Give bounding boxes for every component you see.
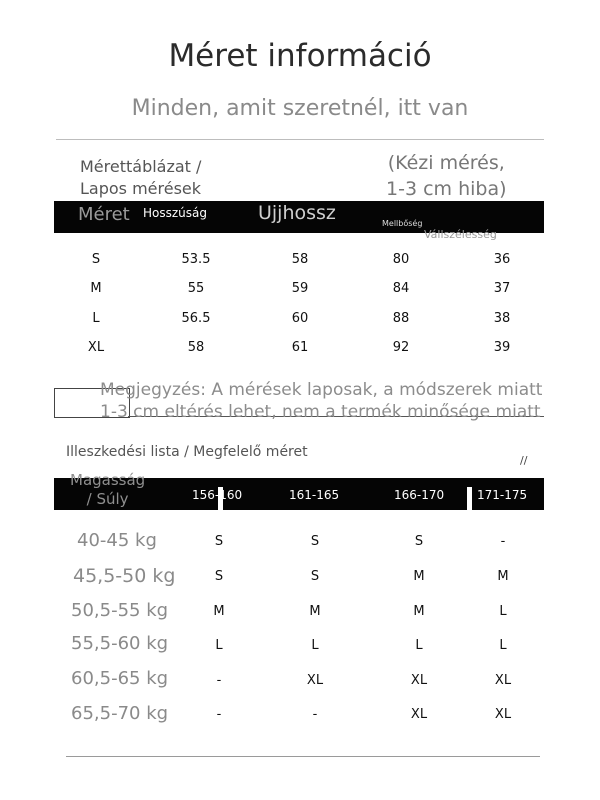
weight-cell: 50,5-55 kg <box>71 600 169 621</box>
page-title: Méret információ <box>168 38 432 74</box>
header-shoulder: Vállszélesség <box>424 228 497 241</box>
size-chart-label-line: Lapos mérések <box>80 179 202 198</box>
height-header: 166-170 <box>394 488 445 502</box>
chest-cell: 80 <box>392 252 410 267</box>
height-header: 161-165 <box>289 488 340 502</box>
size-cell: S <box>214 569 224 584</box>
fit-chart-label: Illeszkedési lista / Megfelelő méret <box>66 444 308 460</box>
length-cell: 56.5 <box>181 311 211 326</box>
size-cell: L <box>415 638 423 653</box>
chest-cell: 84 <box>392 281 410 296</box>
size-cell: XL <box>306 673 324 688</box>
length-cell: 55 <box>187 281 205 296</box>
size-cell: S <box>310 569 320 584</box>
sleeve-cell: 61 <box>291 340 309 355</box>
footer-divider <box>66 756 540 757</box>
size-cell: M <box>213 604 225 619</box>
size-cell: XL <box>494 707 512 722</box>
weight-cell: 55,5-60 kg <box>71 633 169 654</box>
remark-text <box>100 379 542 423</box>
size-cell: L <box>92 311 100 326</box>
corner-line: Magasság <box>70 471 146 489</box>
size-cell: L <box>311 638 319 653</box>
height-weight-corner <box>70 471 145 509</box>
page-subtitle: Minden, amit szeretnél, itt van <box>131 96 469 121</box>
header-size: Méret <box>78 204 130 225</box>
size-cell: M <box>90 281 102 296</box>
size-cell: M <box>309 604 321 619</box>
size-cell: L <box>499 638 507 653</box>
shoulder-cell: 39 <box>493 340 511 355</box>
measurement-note-line: 1-3 cm hiba) <box>386 178 507 200</box>
size-chart-label <box>80 156 201 200</box>
sleeve-cell: 60 <box>291 311 309 326</box>
remark-line: 1-3 cm eltérés lehet, nem a termék minősége miatt <box>100 402 541 422</box>
height-header: 156-160 <box>192 488 243 502</box>
slash-mark: // <box>520 454 528 467</box>
sleeve-cell: 58 <box>291 252 309 267</box>
size-cell: S <box>310 534 320 549</box>
size-cell: S <box>214 534 224 549</box>
shoulder-cell: 38 <box>493 311 511 326</box>
chest-cell: 92 <box>392 340 410 355</box>
length-cell: 53.5 <box>181 252 211 267</box>
size-cell: S <box>414 534 424 549</box>
size-cell: XL <box>87 340 105 355</box>
header-sleeve: Ujjhossz <box>258 202 336 224</box>
size-chart-label-line: Mérettáblázat / <box>80 157 202 176</box>
size-cell: L <box>499 604 507 619</box>
size-cell: - <box>312 707 318 722</box>
size-cell: - <box>500 534 506 549</box>
weight-cell: 40-45 kg <box>77 530 157 551</box>
sleeve-cell: 59 <box>291 281 309 296</box>
chest-cell: 88 <box>392 311 410 326</box>
header-divider <box>56 139 544 140</box>
size-cell: - <box>216 707 222 722</box>
size-cell: M <box>497 569 509 584</box>
height-header: 171-175 <box>477 488 528 502</box>
weight-cell: 45,5-50 kg <box>73 565 176 587</box>
size-cell: XL <box>410 673 428 688</box>
size-cell: L <box>215 638 223 653</box>
weight-cell: 60,5-65 kg <box>71 668 169 689</box>
length-cell: 58 <box>187 340 205 355</box>
header-chest: Mellbőség <box>382 219 423 228</box>
corner-line: / Súly <box>86 490 129 508</box>
column-divider <box>467 487 472 510</box>
shoulder-cell: 37 <box>493 281 511 296</box>
weight-cell: 65,5-70 kg <box>71 703 169 724</box>
measurement-note <box>386 150 507 202</box>
header-length: Hosszúság <box>143 206 207 220</box>
remark-line: Megjegyzés: A mérések laposak, a módszerek miatt <box>100 380 543 400</box>
size-cell: - <box>216 673 222 688</box>
shoulder-cell: 36 <box>493 252 511 267</box>
size-cell: M <box>413 569 425 584</box>
size-cell: XL <box>494 673 512 688</box>
size-cell: S <box>91 252 101 267</box>
measurement-note-line: (Kézi mérés, <box>387 152 505 174</box>
size-cell: XL <box>410 707 428 722</box>
size-cell: M <box>413 604 425 619</box>
